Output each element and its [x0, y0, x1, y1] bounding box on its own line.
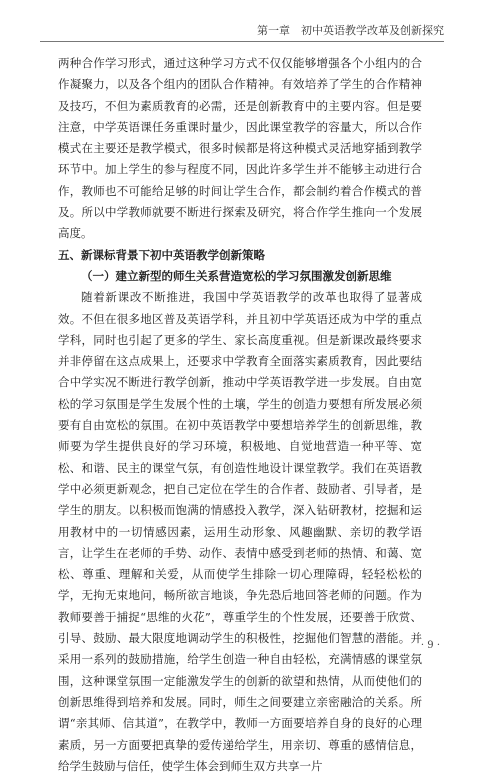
running-title: 第一章 初中英语教学改革及创新探究: [257, 24, 444, 37]
section-heading: 五、新课标背景下初中英语教学创新策略: [58, 247, 265, 262]
page-number: · 9 ·: [420, 640, 440, 651]
page-body: [58, 53, 422, 777]
paragraph-continuation: 两种合作学习形式，通过这种学习方式不仅仅能够增强各个小组内的合作凝聚力，以及各个组内的团队合作精神。有效培养了学生的合作精神及技巧，不但为素质教育的必需，还是创新教育中的主要内容。但是要注意，中学英语课任务重课时量少，因此课堂教学的容量大，所以合作模式在主要还是教学模式，很多时候都是将这种模式灵活地穿插到教学环节中。加上学生的参与程度不同，因此许多学生并不能够主动进行合作，教师也不可能给足够的时间让学生合作，都会制约着合作模式的普及。所以中学教师就要不断进行探索及研究，将合作学生推向一个发展高度。: [58, 56, 422, 241]
paragraph-main: 随着新课改不断推进，我国中学英语教学的改革也取得了显著成效。不但在很多地区普及英语学科，并且初中学英语还成为中学的重点学科，同时也引起了更多的学生、家长高度重视。但是新课改最终要求并非停留在这点成果上，还要求中学教育全面落实素质教育，因此要结合中学实况不断进行教学创新，推动中学英语教学进一步发展。自由宽松的学习氛围是学生发展个性的土壤，学生的创造力要想有所发展必须要有自由宽松的氛围。在初中英语教学中要想培养学生的创新思维，教师要为学生提供良好的学习环境，积极地、自觉地营造一种平等、宽松、和谐、民主的课堂气氛，有创造性地设计课堂教学。我们在英语教学中必须更新观念，把自己定位在学生的合作者、鼓励者、引导者，是学生的朋友。以积极而饱满的情感投入教学，深入钻研教材，挖掘和运用教材中的一切情感因素，运用生动形象、风趣幽默、亲切的教学语言，让学生在老师的手势、动作、表情中感受到老师的热情、和蔼、宽松、尊重、理解和关爱，从而使学生排除一切心理障碍，轻轻松松的学，无拘无束地问，畅所欲言地谈，争先恐后地回答老师的问题。作为教师要善于捕捉“思维的火花”，尊重学生的个性发展，还要善于欣赏、引导、鼓励、最大限度地调动学生的积极性，挖掘他们智慧的潜能。并采用一系列的鼓励措施，给学生创造一种自由轻松，充满情感的课堂氛围，这种课堂氛围一定能激发学生的创新的欲望和热情，从而使他们的创新思维得到培养和发展。同时，师生之间要建立亲密融洽的关系。所谓“亲其师、信其道”，在教学中，教师一方面要培养自身的良好的心理素质，另一方面要把真挚的爱传递给学生，用亲切、尊重的感情信息，给学生鼓励与信任，使学生体会到师生双方共享一片: [58, 290, 422, 773]
header-rule: [40, 41, 444, 42]
running-header: [40, 22, 444, 38]
subsection-heading: （一）建立新型的师生关系营造宽松的学习氛围激发创新思维: [81, 268, 392, 283]
